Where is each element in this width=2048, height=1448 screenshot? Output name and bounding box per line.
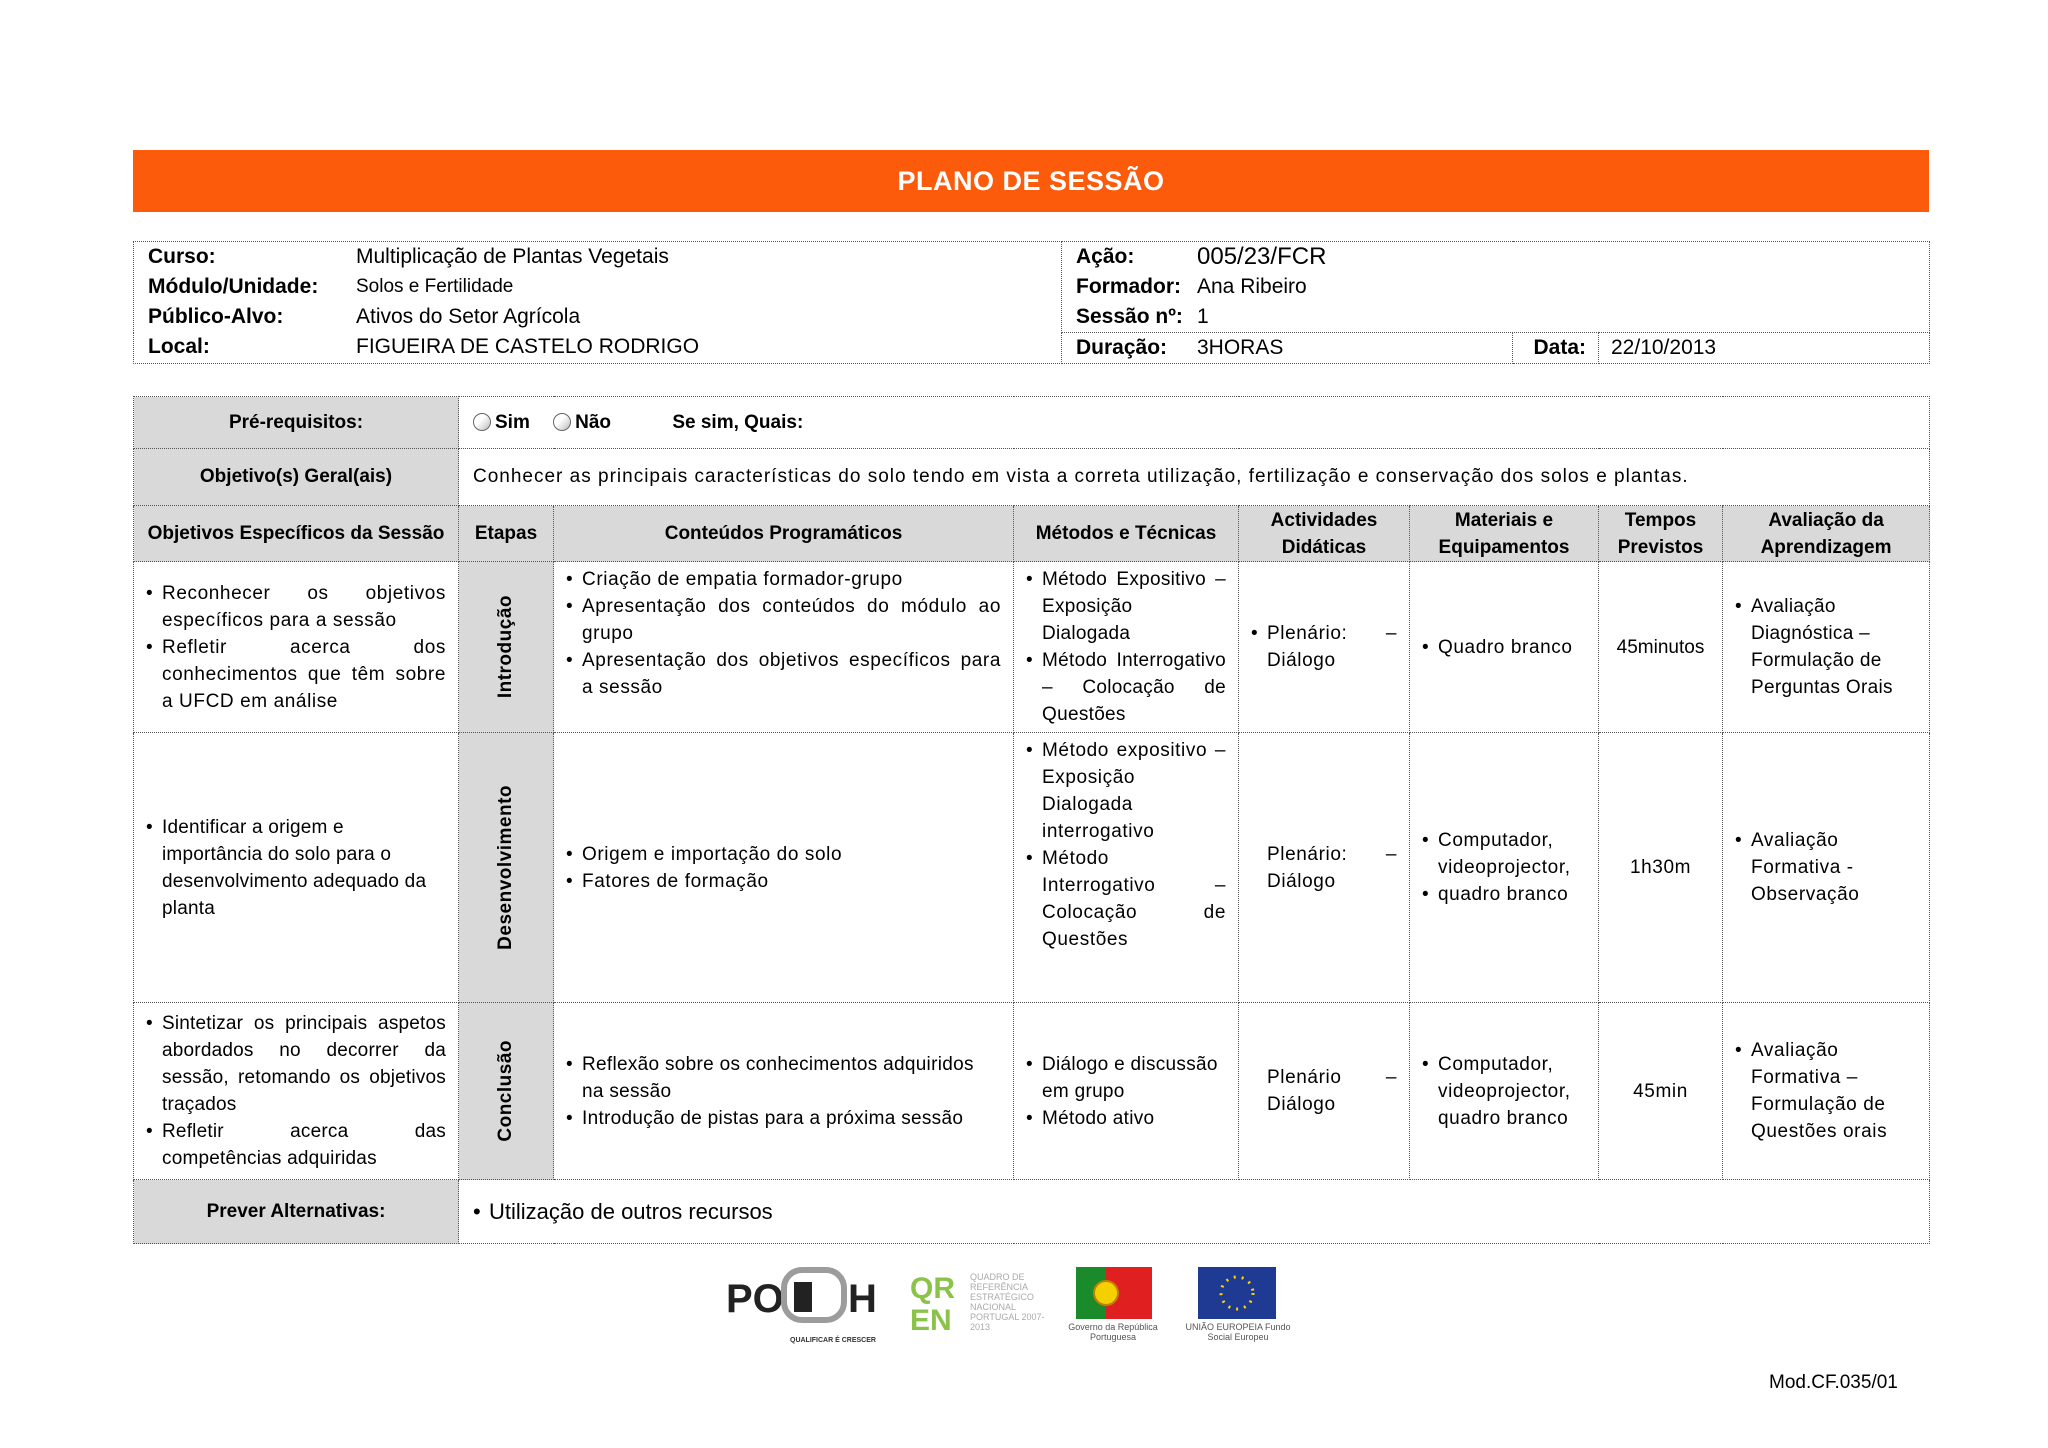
- qren-en: EN: [910, 1304, 952, 1337]
- list-item: • Utilização de outros recursos: [473, 1199, 1929, 1225]
- objetivo-geral-label: Objetivo(s) Geral(ais): [134, 449, 459, 506]
- materiais-cell: [1410, 1003, 1599, 1180]
- conteudos-cell: [554, 1003, 1014, 1180]
- materiais-cell: [1410, 562, 1599, 733]
- list-item: • Computador, videoprojector, quadro branco: [1422, 1051, 1586, 1132]
- info-left-block: [134, 242, 1062, 364]
- alternativas-cell: [459, 1180, 1930, 1244]
- conteudos-cell: [554, 733, 1014, 1003]
- local-label: Local:: [148, 335, 210, 358]
- eu-logo: [1184, 1267, 1292, 1352]
- sim-label: Sim: [495, 411, 530, 433]
- list-item: • Método Expositivo – Exposição Dialogada: [1026, 566, 1226, 647]
- list-item: • Reconhecer os objetivos específicos para a sessão: [146, 580, 446, 634]
- local-value: FIGUEIRA DE CASTELO RODRIGO: [356, 335, 700, 358]
- sessao-label: Sessão nº:: [1076, 305, 1183, 328]
- curso-value: Multiplicação de Plantas Vegetais: [356, 245, 669, 268]
- list-item: • Sintetizar os principais aspetos abordados no decorrer da sessão, retomando os objetivos traçados: [146, 1010, 446, 1118]
- prereq-quais: Se sim, Quais:: [672, 411, 804, 433]
- poph-logo: [726, 1270, 877, 1344]
- list-item: • Reflexão sobre os conhecimentos adquiridos na sessão: [566, 1051, 1001, 1105]
- list-item: • quadro branco: [1422, 881, 1586, 908]
- list-item: • Diálogo e discussão em grupo: [1026, 1051, 1226, 1105]
- sessao-value: 1: [1197, 305, 1209, 328]
- eu-caption: UNIÃO EUROPEIA Fundo Social Europeu: [1185, 1322, 1291, 1342]
- col-materiais: Materiais e Equipamentos: [1410, 506, 1599, 562]
- modulo-label: Módulo/Unidade:: [148, 275, 319, 298]
- list-item: • Computador, videoprojector,: [1422, 827, 1586, 881]
- conteudos-cell: [554, 562, 1014, 733]
- list-item: • Método Interrogativo – Colocação de Questões: [1026, 845, 1226, 953]
- qren-caption: QUADRO DE REFERÊNCIA ESTRATÉGICO NACIONAL PORTUGAL 2007-2013: [970, 1272, 1045, 1332]
- acao-label: Ação:: [1076, 245, 1135, 268]
- prereq-label: Pré-requisitos:: [134, 397, 459, 449]
- duracao-label: Duração:: [1076, 336, 1168, 359]
- etapa-cell: [459, 562, 554, 733]
- form-code: Mod.CF.035/01: [1769, 1372, 1898, 1393]
- metodos-cell: [1014, 562, 1239, 733]
- list-item: • Avaliação Formativa – Formulação de Questões orais: [1735, 1037, 1917, 1145]
- list-item: • Fatores de formação: [566, 868, 1001, 895]
- col-conteudos: Conteúdos Programáticos: [554, 506, 1014, 562]
- publico-label: Público-Alvo:: [148, 305, 284, 328]
- flag-emblem: [1094, 1281, 1118, 1305]
- poph-h: H: [848, 1277, 877, 1321]
- list-item: • Refletir acerca das competências adquiridas: [146, 1118, 446, 1172]
- prereq-options: [459, 397, 1930, 449]
- data-label: Data:: [1513, 333, 1599, 364]
- objetivos-cell: [134, 733, 459, 1003]
- curso-label: Curso:: [148, 245, 216, 268]
- gov-caption: Governo da República Portuguesa: [1068, 1322, 1158, 1342]
- footer-logos: [724, 1262, 1294, 1352]
- list-item: • Método expositivo – Exposição Dialogada interrogativo: [1026, 737, 1226, 845]
- etapa-cell: [459, 1003, 554, 1180]
- metodos-cell: [1014, 733, 1239, 1003]
- list-item: • Método Interrogativo – Colocação de Questões: [1026, 647, 1226, 728]
- table-row: [134, 562, 1930, 733]
- duracao-cell: [1062, 333, 1513, 364]
- avaliacao-cell: [1723, 733, 1930, 1003]
- list-item: • Avaliação Diagnóstica – Formulação de Perguntas Orais: [1735, 593, 1917, 701]
- nao-radio[interactable]: [553, 413, 571, 431]
- tempo-cell: 1h30m: [1599, 733, 1723, 1003]
- etapa-label: Introdução: [495, 595, 516, 699]
- tempo-cell: 45minutos: [1599, 562, 1723, 733]
- duracao-value: 3HORAS: [1197, 336, 1284, 359]
- poph-tagline: QUALIFICAR É CRESCER: [790, 1337, 876, 1344]
- col-tempos: Tempos Previstos: [1599, 506, 1723, 562]
- etapa-label: Conclusão: [495, 1040, 516, 1142]
- objetivo-geral-text: Conhecer as principais características do solo tendo em vista a correta utilização, fertilização e conservação dos solos e plantas.: [459, 449, 1930, 506]
- actividades-cell: Plenário – Diálogo: [1239, 1003, 1410, 1180]
- partner-logos: [724, 1262, 1294, 1352]
- page-title: PLANO DE SESSÃO: [133, 150, 1929, 212]
- tempo-cell: 45min: [1599, 1003, 1723, 1180]
- poph-p-shape: [784, 1270, 844, 1320]
- list-item: • Apresentação dos conteúdos do módulo ao grupo: [566, 593, 1001, 647]
- objetivos-cell: [134, 1003, 459, 1180]
- modulo-value: Solos e Fertilidade: [356, 276, 514, 297]
- session-info-table: [133, 241, 1930, 364]
- gov-logo: [1058, 1267, 1168, 1352]
- data-value: 22/10/2013: [1599, 333, 1930, 364]
- col-metodos: Métodos e Técnicas: [1014, 506, 1239, 562]
- publico-value: Ativos do Setor Agrícola: [356, 305, 581, 328]
- materiais-cell: [1410, 733, 1599, 1003]
- formador-label: Formador:: [1076, 275, 1181, 298]
- objetivos-cell: [134, 562, 459, 733]
- list-item: • Refletir acerca dos conhecimentos que têm sobre a UFCD em análise: [146, 634, 446, 715]
- table-row: [134, 733, 1930, 1003]
- col-etapas: Etapas: [459, 506, 554, 562]
- sim-radio[interactable]: [473, 413, 491, 431]
- info-right-block: [1062, 242, 1930, 333]
- list-item: • Quadro branco: [1422, 634, 1586, 661]
- etapa-cell: [459, 733, 554, 1003]
- list-item: • Criação de empatia formador-grupo: [566, 566, 1001, 593]
- etapa-label: Desenvolvimento: [495, 785, 516, 950]
- actividades-cell: Plenário: – Diálogo: [1239, 733, 1410, 1003]
- list-item: • Plenário: – Diálogo: [1251, 620, 1397, 674]
- qren-q: QR: [910, 1272, 955, 1305]
- table-row: [134, 1003, 1930, 1180]
- formador-value: Ana Ribeiro: [1197, 275, 1307, 298]
- col-avaliacao: Avaliação da Aprendizagem: [1723, 506, 1930, 562]
- list-item: • Origem e importação do solo: [566, 841, 1001, 868]
- qren-logo: [910, 1272, 1050, 1337]
- list-item: • Introdução de pistas para a próxima sessão: [566, 1105, 1001, 1132]
- list-item: • Identificar a origem e importância do solo para o desenvolvimento adequado da planta: [146, 814, 446, 922]
- acao-value: 005/23/FCR: [1197, 243, 1327, 270]
- session-plan-table: [133, 396, 1930, 1244]
- col-objetivos: Objetivos Específicos da Sessão: [134, 506, 459, 562]
- avaliacao-cell: [1723, 562, 1930, 733]
- actividades-cell: [1239, 562, 1410, 733]
- list-item: • Avaliação Formativa - Observação: [1735, 827, 1917, 908]
- poph-text: PO: [726, 1277, 784, 1321]
- avaliacao-cell: [1723, 1003, 1930, 1180]
- nao-label: Não: [575, 411, 612, 433]
- alternativas-label: Prever Alternativas:: [134, 1180, 459, 1244]
- list-item: • Método ativo: [1026, 1105, 1226, 1132]
- metodos-cell: [1014, 1003, 1239, 1180]
- poph-p-bar: [794, 1282, 812, 1312]
- eu-flag: [1198, 1267, 1276, 1319]
- list-item: • Apresentação dos objetivos específicos para a sessão: [566, 647, 1001, 701]
- col-actividades: Actividades Didáticas: [1239, 506, 1410, 562]
